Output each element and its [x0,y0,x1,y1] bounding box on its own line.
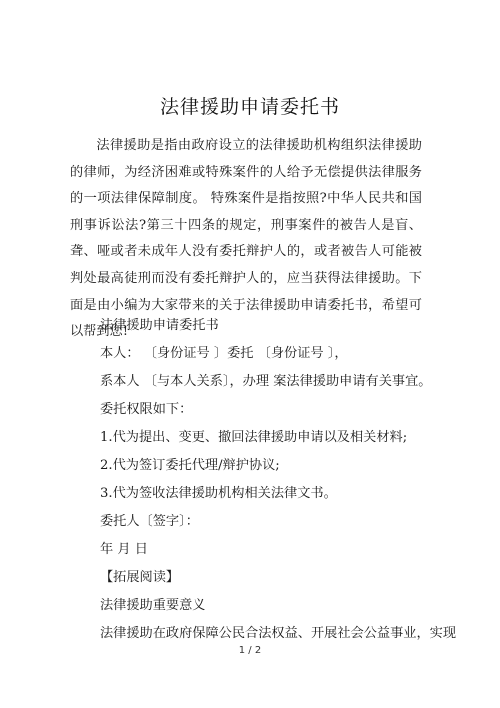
body-line: 法律援助在政府保障公民合法权益、开展社会公益事业，实现 [100,626,457,641]
body-line: 本人： 〔身份证号 〕委托 〔身份证号 〕， [100,346,348,361]
signature-line: 委托人〔签字〕： [100,514,199,529]
section-heading: 【拓展阅读】 [100,570,180,585]
body-line: 2.代为签订委托代理/辩护协议; [100,458,280,473]
intro-paragraph: 法律援助是指由政府设立的法律援助机构组织法律援助的律师，为经济困难或特殊案件的人给予无偿提供法律服务的一项法律保障制度。 特殊案件是指按照?中华人民共和国刑事诉讼法?第三十四条的规定，刑事案件的被告人是盲、聋、哑或者未成年人没有委托辩护人的，或者被告人可能被判处最高徒刑而没有委托辩护人的，应当获得法律援助。下面是由小编为大家带来的关于法律援助申请委托书，希望可以帮到您! [70,138,422,340]
section-subheading: 法律援助重要意义 [100,598,206,613]
page-number: 1 / 2 [238,645,262,656]
body-line: 委托权限如下： [100,402,193,417]
document-title: 法律援助申请委托书 [159,96,340,118]
body-line: 系本人 〔与本人关系〕，办理 案法律援助申请有关事宜。 [100,374,432,389]
body-line: 1.代为提出、变更、撤回法律援助申请以及相关材料; [100,430,408,445]
body-line: 3.代为签收法律援助机构相关法律文书。 [100,486,337,501]
date-line: 年 月 日 [100,542,148,557]
body-line: 法律援助申请委托书 [100,318,219,333]
